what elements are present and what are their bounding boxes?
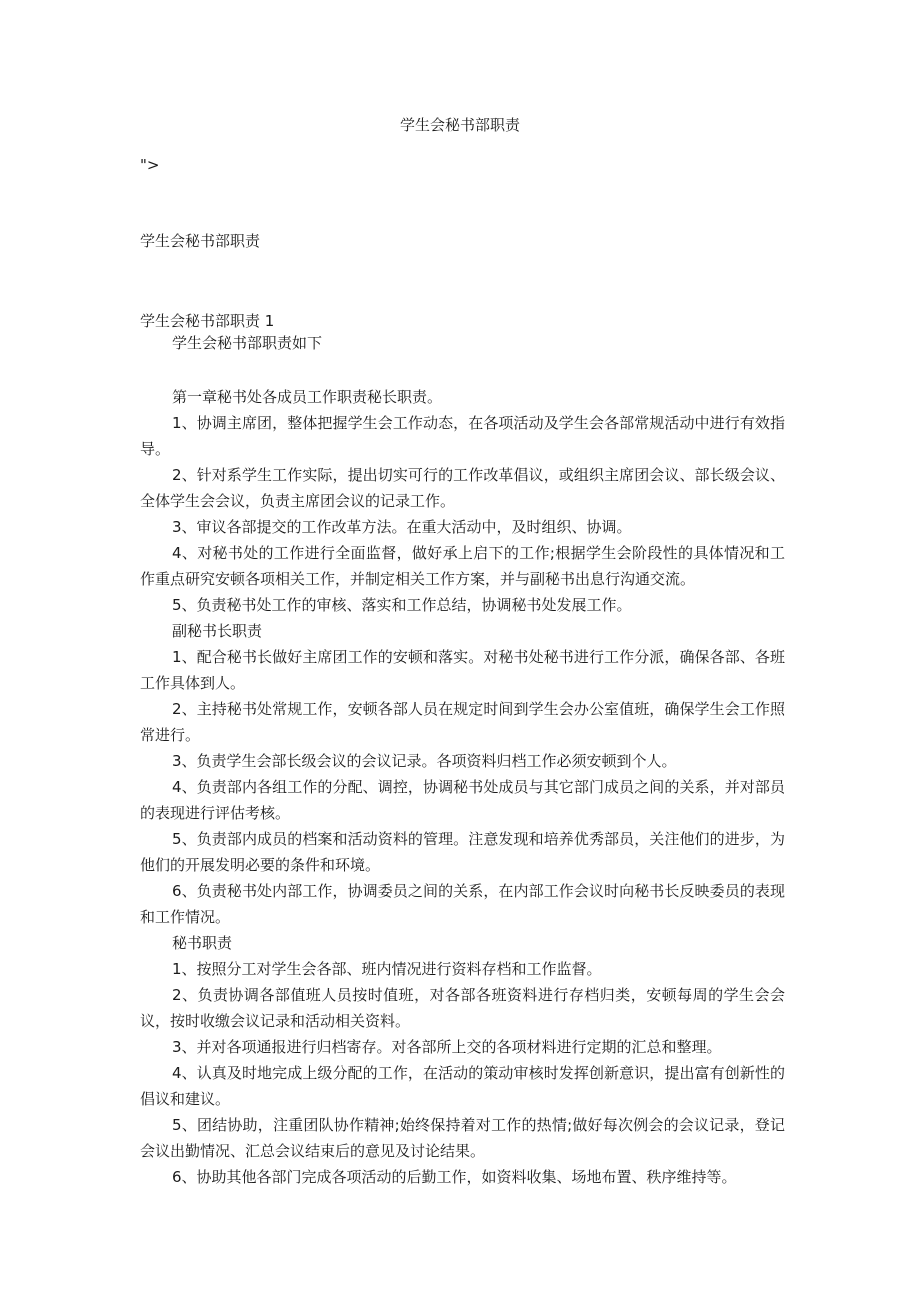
paragraph: 2、负责协调各部值班人员按时值班，对各部各班资料进行存档归类，安顿每周的学生会会议，按时收缴会议记录和活动相关资料。 [140,986,785,1030]
subsection-heading: 副秘书长职责 [172,622,263,640]
section-intro: 学生会秘书部职责如下 [172,334,323,352]
paragraph: 1、按照分工对学生会各部、班内情况进行资料存档和工作监督。 [172,960,602,978]
paragraph: 2、针对系学生工作实际，提出切实可行的工作改革倡议，或组织主席团会议、部长级会议、全体学生会会议，负责主席团会议的记录工作。 [140,466,785,510]
paragraph: 5、负责部内成员的档案和活动资料的管理。注意发现和培养优秀部员，关注他们的进步，为他们的开展发明必要的条件和环境。 [140,830,785,874]
paragraph: 4、负责部内各组工作的分配、调控，协调秘书处成员与其它部门成员之间的关系，并对部员的表现进行评估考核。 [140,778,785,822]
paragraph: 1、配合秘书长做好主席团工作的安顿和落实。对秘书处秘书进行工作分派，确保各部、各班工作具体到人。 [140,648,785,692]
paragraph: 3、审议各部提交的工作改革方法。在重大活动中，及时组织、协调。 [172,518,632,536]
paragraph: 6、负责秘书处内部工作，协调委员之间的关系，在内部工作会议时向秘书长反映委员的表现和工作情况。 [140,882,785,926]
document-subtitle: 学生会秘书部职责 [140,232,261,250]
paragraph: 5、负责秘书处工作的审核、落实和工作总结，协调秘书处发展工作。 [172,596,632,614]
paragraph: 3、负责学生会部长级会议的会议记录。各项资料归档工作必须安顿到个人。 [172,752,677,770]
paragraph: 第一章秘书处各成员工作职责秘长职责。 [172,388,443,406]
section-heading: 学生会秘书部职责 1 [140,312,275,330]
paragraph: 1、协调主席团，整体把握学生会工作动态，在各项活动及学生会各部常规活动中进行有效指导。 [140,414,785,458]
document-body [140,310,785,1190]
paragraph: 5、团结协助，注重团队协作精神;始终保持着对工作的热情;做好每次例会的会议记录，登记会议出勤情况、汇总会议结束后的意见及讨论结果。 [140,1116,785,1160]
paragraph-list [140,384,785,1190]
document-title: 学生会秘书部职责 [399,116,520,134]
paragraph: 3、并对各项通报进行归档寄存。对各部所上交的各项材料进行定期的汇总和整理。 [172,1038,722,1056]
paragraph: 4、对秘书处的工作进行全面监督，做好承上启下的工作;根据学生会阶段性的具体情况和工作重点研究安顿各项相关工作，并制定相关工作方案，并与副秘书出息行沟通交流。 [140,544,785,588]
subsection-heading: 秘书职责 [172,934,233,952]
stray-markup-text: "> [140,156,160,174]
paragraph: 4、认真及时地完成上级分配的工作，在活动的策动审核时发挥创新意识，提出富有创新性的倡议和建议。 [140,1064,785,1108]
paragraph: 2、主持秘书处常规工作，安顿各部人员在规定时间到学生会办公室值班，确保学生会工作照常进行。 [140,700,785,744]
paragraph: 6、协助其他各部门完成各项活动的后勤工作，如资料收集、场地布置、秩序维持等。 [172,1168,737,1186]
